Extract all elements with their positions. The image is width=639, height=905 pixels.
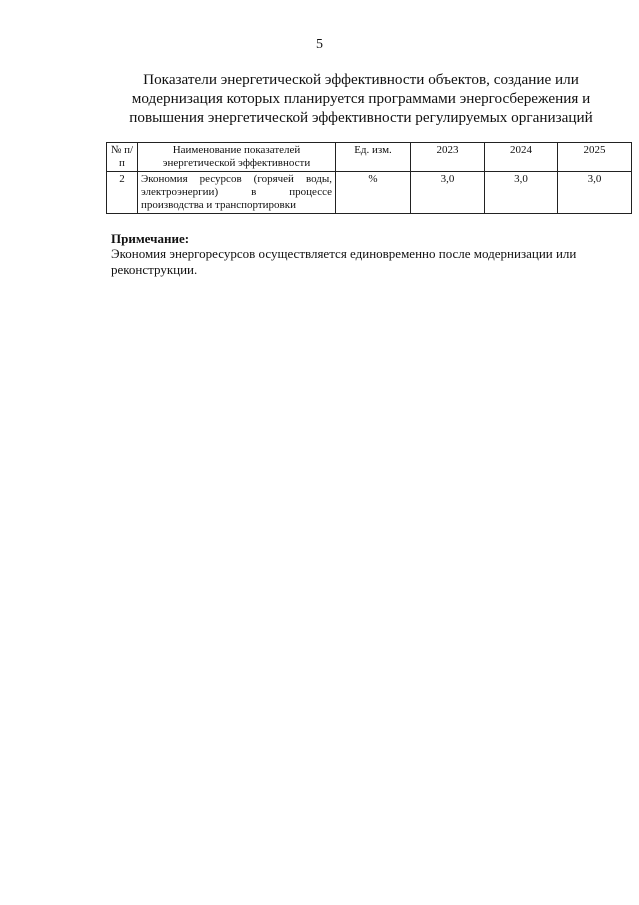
note-text: Экономия энергоресурсов осуществляется единовременно после модернизации или реконструкции.: [111, 246, 577, 277]
indicators-table: [106, 142, 632, 214]
cell-unit: %: [336, 172, 411, 214]
header-unit: Ед. изм.: [336, 143, 411, 172]
cell-2024: 3,0: [485, 172, 558, 214]
note-title: Примечание:: [111, 231, 190, 246]
document-title: [106, 70, 616, 127]
cell-2023: 3,0: [411, 172, 485, 214]
table-header-row: [107, 143, 632, 172]
cell-2025: 3,0: [558, 172, 632, 214]
header-2025: 2025: [558, 143, 632, 172]
title-line-3: повышения энергетической эффективности регулируемых организаций: [129, 109, 593, 126]
title-line-2: модернизация которых планируется программами энергосбережения и: [131, 90, 591, 107]
header-name: Наименование показателей энергетической эффективности: [138, 143, 336, 172]
header-2024: 2024: [485, 143, 558, 172]
page-number: 5: [316, 37, 323, 52]
title-line-1: Показатели энергетической эффективности объектов, создание или: [143, 71, 579, 88]
header-2023: 2023: [411, 143, 485, 172]
header-num: № п/п: [107, 143, 138, 172]
cell-num: 2: [107, 172, 138, 214]
table-row: [107, 172, 632, 214]
cell-name: Экономия ресурсов (горячей воды, электроэнергии) в процессе производства и транспортировки: [138, 172, 336, 214]
